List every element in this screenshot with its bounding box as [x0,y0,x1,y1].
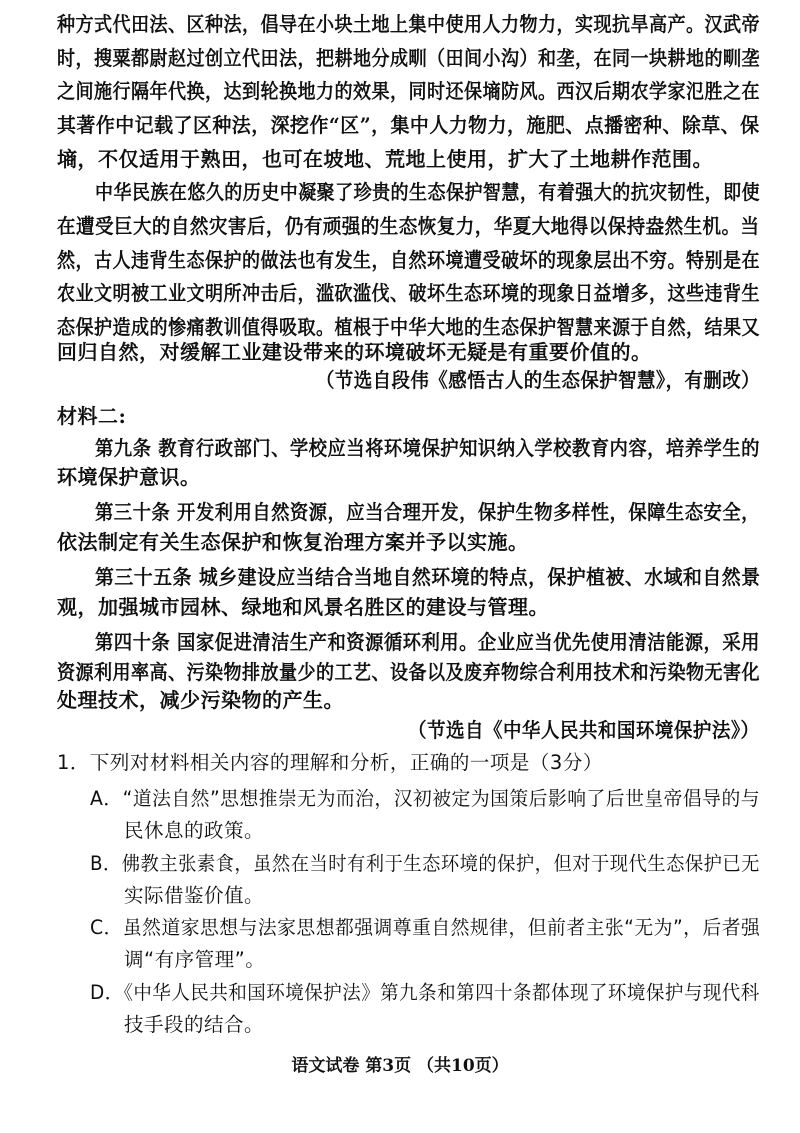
article-line: 依法制定有关生态保护和恢复治理方案并予以实施。 [57,530,529,554]
option-d: D．《中华人民共和国环境保护法》第九条和第四十条都体现了环境保护与现代科 [90,981,760,1004]
article-line: 第三十五条 城乡建设应当结合当地自然环境的特点，保护植被、水域和自然景 [95,565,761,589]
paragraph-line: 墒，不仅适用于熟田，也可在坡地、荒地上使用，扩大了土地耕作范围。 [57,147,713,171]
paragraph-line: 中华民族在悠久的历史中凝聚了珍贵的生态保护智慧，有着强大的抗灾韧性，即使 [95,180,761,204]
paragraph-line: 时，搜粟都尉赵过创立代田法，把耕地分成甽（田间小沟）和垄，在同一块耕地的甽垄 [57,46,760,70]
question-stem: 1．下列对材料相关内容的理解和分析，正确的一项是（3分） [57,751,603,774]
article-line: 第三十条 开发利用自然资源，应当合理开发，保护生物多样性，保障生态安全， [95,500,760,524]
article-line: 第九条 教育行政部门、学校应当将环境保护知识纳入学校教育内容，培养学生的 [95,436,760,460]
article-line: 观，加强城市园林、绿地和风景名胜区的建设与管理。 [57,595,549,619]
option-c: C．虽然道家思想与法家思想都强调尊重自然规律，但前者主张“无为”，后者强 [90,916,761,939]
article-line: 处理技术，减少污染物的产生。 [57,688,344,712]
cut-off-line [0,0,800,6]
paragraph-line: 农业文明被工业文明所冲击后，滥砍滥伐、破坏生态环境的现象日益增多，这些违背生 [57,281,760,305]
paragraph-line: 种方式代田法、区种法，倡导在小块土地上集中使用人力物力，实现抗旱高产。汉武帝 [57,12,760,36]
page-footer: 语文试卷 第3页 （共10页） [291,1056,509,1076]
option-b: B．佛教主张素食，虽然在当时有利于生态环境的保护，但对于现代生态保护已无 [90,852,760,875]
paragraph-line: 然，古人违背生态保护的做法也有发生，自然环境遭受破坏的现象层出不穷。特别是在 [57,248,760,272]
option-b-continued: 实际借鉴价值。 [124,884,265,907]
article-line: 资源利用率高、污染物排放量少的工艺、设备以及废弃物综合利用技术和污染物无害化 [57,660,760,684]
option-a-continued: 民休息的政策。 [124,819,265,842]
paragraph-line: 在遭受巨大的自然灾害后，仍有顽强的生态恢复力，华夏大地得以保持盎然生机。当 [57,214,760,238]
paragraph-line: 回归自然，对缓解工业建设带来的环境破坏无疑是有重要价值的。 [57,340,652,364]
source-citation: （节选自段伟《感悟古人的生态保护智慧》，有删改） [316,368,761,392]
paragraph-line: 之间施行隔年代换，达到轮换地力的效果，同时还保墒防风。西汉后期农学家氾胜之在 [57,79,760,103]
option-d-continued: 技手段的结合。 [124,1013,265,1036]
article-line: 环境保护意识。 [57,465,201,489]
option-c-continued: 调“有序管理”。 [124,948,266,971]
option-a: A．“道法自然”思想推崇无为而治，汉初被定为国策后影响了后世皇帝倡导的与 [90,787,761,810]
paragraph-line: 其著作中记载了区种法，深挖作“区”，集中人力物力，施肥、点播密种、除草、保 [57,113,760,137]
section-heading: 材料二: [57,404,127,428]
article-line: 第四十条 国家促进清洁生产和资源循环利用。企业应当优先使用清洁能源，采用 [95,630,760,654]
source-citation: （节选自《中华人民共和国环境保护法》） [408,718,760,742]
paragraph-line: 态保护造成的惨痛教训值得吸取。植根于中华大地的生态保护智慧来源于自然，结果又 [57,315,760,339]
